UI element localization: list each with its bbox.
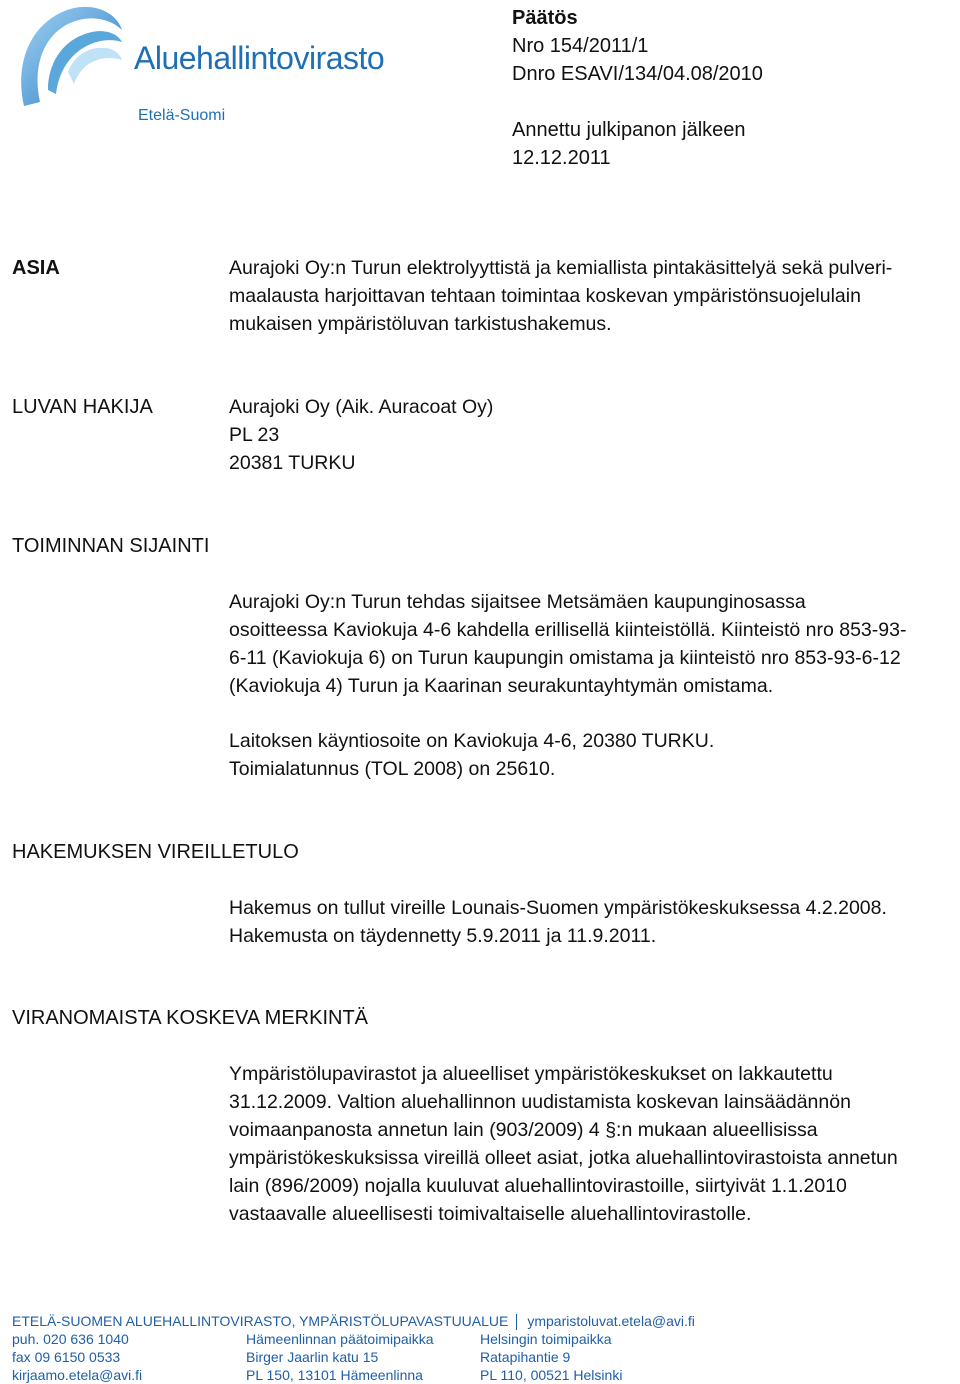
footer-office2-street: Ratapihantie 9	[480, 1349, 571, 1365]
text-line: Hakemus on tullut vireille Lounais-Suomen ympäristökeskuksessa 4.2.2008.	[229, 897, 887, 919]
text-line: voimaanpanosta annetun lain (903/2009) 4 §:n mukaan alueellisissa	[229, 1119, 818, 1141]
text-line: (Kaviokuja 4) Turun ja Kaarinan seurakuntayhtymän omistama.	[229, 675, 774, 697]
applicant-name: Aurajoki Oy (Aik. Auracoat Oy)	[229, 396, 494, 418]
footer-fax: fax 09 6150 0533	[12, 1349, 121, 1365]
footer-office2-postal: PL 110, 00521 Helsinki	[480, 1367, 623, 1383]
section-body-merkinta	[229, 1060, 959, 1228]
text-line: Toimialatunnus (TOL 2008) on 25610.	[229, 758, 556, 780]
section-heading-asia: ASIA	[12, 257, 60, 279]
registry-number: Dnro ESAVI/134/04.08/2010	[512, 63, 763, 85]
applicant-postal: 20381 TURKU	[229, 452, 356, 474]
logo-wordmark: Aluehallintovirasto	[134, 40, 385, 76]
footer-office-street: Birger Jaarlin katu 15	[246, 1349, 379, 1365]
text-line: Hakemusta on täydennetty 5.9.2011 ja 11.9.2011.	[229, 925, 657, 947]
footer-registry-email-link[interactable]: kirjaamo.etela@avi.fi	[12, 1367, 143, 1383]
publication-date: 12.12.2011	[512, 147, 611, 169]
footer-office-title: Hämeenlinnan päätoimipaikka	[246, 1331, 434, 1347]
publication-note: Annettu julkipanon jälkeen	[512, 119, 746, 141]
text-line: Aurajoki Oy:n Turun tehdas sijaitsee Metsämäen kaupunginosassa	[229, 591, 806, 613]
applicant-po-box: PL 23	[229, 424, 280, 446]
page-footer	[12, 1312, 952, 1384]
footer-divider	[516, 1314, 517, 1330]
section-heading-hakija: LUVAN HAKIJA	[12, 396, 153, 418]
text-line: lain (896/2009) nojalla kuuluvat aluehallintovirastoille, siirtyivät 1.1.2010	[229, 1175, 847, 1197]
footer-email-link[interactable]: ymparistoluvat.etela@avi.fi	[527, 1313, 695, 1329]
text-line: ympäristökeskuksissa vireillä olleet asiat, jotka aluehallintovirastoista annetun	[229, 1147, 898, 1169]
section-body-sijainti	[229, 588, 959, 700]
text-line: Aurajoki Oy:n Turun elektrolyyttistä ja kemiallista pintakäsittelyä sekä pulveri-	[229, 257, 893, 279]
footer-office2-title: Helsingin toimipaikka	[480, 1331, 612, 1347]
text-line: 31.12.2009. Valtion aluehallinnon uudistamista koskevan lainsäädännön	[229, 1091, 851, 1113]
section-body-vireilletulo	[229, 894, 959, 950]
text-line: 6-11 (Kaviokuja 6) on Turun kaupungin omistama ja kiinteistö nro 853-93-6-12	[229, 647, 901, 669]
footer-office-postal: PL 150, 13101 Hämeenlinna	[246, 1367, 423, 1383]
text-line: Ympäristölupavirastot ja alueelliset ympäristökeskukset on lakkautettu	[229, 1063, 833, 1085]
section-body-hakija	[229, 393, 959, 477]
section-heading-vireilletulo: HAKEMUKSEN VIREILLETULO	[12, 841, 299, 863]
text-line: osoitteessa Kaviokuja 4-6 kahdella erillisellä kiinteistöllä. Kiinteistö nro 853-93-	[229, 619, 907, 641]
decision-number: Nro 154/2011/1	[512, 35, 649, 57]
section-heading-sijainti: TOIMINNAN SIJAINTI	[12, 535, 210, 557]
document-title: Päätös	[512, 7, 578, 29]
footer-organization: ETELÄ-SUOMEN ALUEHALLINTOVIRASTO, YMPÄRISTÖLUPAVASTUUALUE	[12, 1313, 509, 1329]
text-line: Laitoksen käyntiosoite on Kaviokuja 4-6, 20380 TURKU.	[229, 730, 715, 752]
section-body-asia	[229, 254, 959, 338]
text-line: vastaavalle alueellisesti toimivaltaiselle aluehallintovirastolle.	[229, 1203, 752, 1225]
text-line: maalausta harjoittavan tehtaan toimintaa koskevan ympäristönsuojelulain	[229, 285, 861, 307]
text-line: mukaisen ympäristöluvan tarkistushakemus.	[229, 313, 612, 335]
aluehallintovirasto-logo-icon	[14, 2, 126, 114]
footer-phone: puh. 020 636 1040	[12, 1331, 129, 1347]
logo-region: Etelä-Suomi	[138, 107, 226, 124]
section-body-sijainti-address	[229, 727, 959, 783]
section-heading-merkinta: VIRANOMAISTA KOSKEVA MERKINTÄ	[12, 1007, 369, 1029]
